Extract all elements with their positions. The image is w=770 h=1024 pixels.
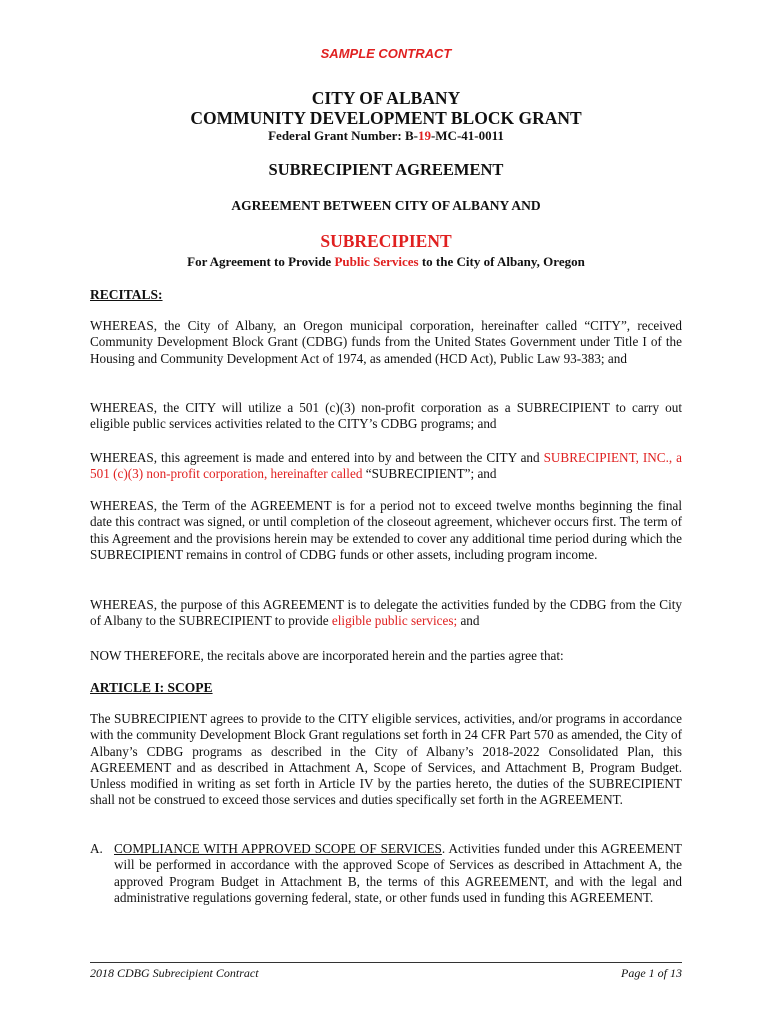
recital-3-text-b: “SUBRECIPIENT”; and [362, 466, 497, 482]
recital-paragraph-2: WHEREAS, the CITY will utilize a 501 (c)(3) non-profit corporation as a SUBRECIPIENT to carry out eligible public services activities related to the CITY’s CDBG programs; and [90, 400, 682, 432]
recital-paragraph-3 [90, 450, 682, 483]
for-prefix: For Agreement to Provide [187, 254, 335, 269]
program-title: COMMUNITY DEVELOPMENT BLOCK GRANT [190, 108, 582, 128]
item-a-title: COMPLIANCE WITH APPROVED SCOPE OF SERVICES [114, 841, 442, 856]
item-a-body [114, 841, 682, 906]
grant-number [90, 128, 682, 144]
recital-paragraph-4: WHEREAS, the Term of the AGREEMENT is for a period not to exceed twelve months beginning the final date this contract was signed, or until completion of the closeout agreement, whichever occurs first. The term of this Agreement and the provisions herein may be extended to cover any additional time period during which the SUBRECIPIENT remains in control of CDBG funds or other assets, including program income. [90, 498, 682, 562]
item-a-label: A. [90, 841, 103, 856]
recital-paragraph-5 [90, 597, 682, 630]
article-1-item-a [90, 841, 682, 906]
for-service: Public Services [334, 254, 419, 269]
city-title: CITY OF ALBANY [311, 88, 461, 108]
footer-divider [90, 962, 682, 963]
for-suffix: to the City of Albany, Oregon [418, 254, 585, 269]
recital-5-text-a: WHEREAS, the purpose of this AGREEMENT is to delegate the activities funded by the CDBG from the City of Albany to the SUBRECIPIENT to provide [90, 597, 682, 629]
for-agreement-line [90, 254, 682, 270]
grant-year: 19 [417, 128, 431, 143]
recitals-heading: RECITALS: [90, 287, 163, 302]
item-a-text: . Activities funded under this AGREEMENT will be performed in accordance with the approved Scope of Services as described in Attachment A, the approved Program Budget in Attachment B, the terms of this AGREEMENT, and with the legal and administrative regulations governing federal, state, or other funds used in funding this AGREEMENT. [114, 841, 682, 905]
footer-document-title: 2018 CDBG Subrecipient Contract [90, 966, 259, 980]
recital-3-text-a: WHEREAS, this agreement is made and entered into by and between the CITY and [90, 450, 544, 465]
agreement-title: SUBRECIPIENT AGREEMENT [268, 160, 504, 179]
recital-paragraph-6: NOW THEREFORE, the recitals above are incorporated herein and the parties agree that: [90, 648, 564, 663]
between-line: AGREEMENT BETWEEN CITY OF ALBANY AND [231, 198, 541, 213]
article-1-heading: ARTICLE I: SCOPE [90, 680, 213, 695]
recital-5-text-b: and [457, 613, 480, 629]
subrecipient-title: SUBRECIPIENT [320, 231, 452, 251]
sample-contract-label: SAMPLE CONTRACT [320, 46, 452, 61]
document-page [90, 0, 682, 1024]
footer-page-number: Page 1 of 13 [621, 966, 682, 980]
recital-3-subrecipient: SUBRECIPIENT, INC., a 501 (c)(3) non-profit corporation, hereinafter called [90, 450, 683, 482]
article-1-paragraph: The SUBRECIPIENT agrees to provide to the CITY eligible services, activities, and/or programs in accordance with the community Development Block Grant regulations set forth in 24 CFR Part 570 as amended, the City of Albany’s CDBG programs as described in the City of Albany’s 2018-2022 Consolidated Plan, this AGREEMENT and as described in Attachment A, Scope of Services, and Attachment B, Program Budget. Unless modified in writing as set forth in Article IV by the parties hereto, the duties of the SUBRECIPIENT shall not be construed to exceed those services and duties specifically set forth in the AGREEMENT. [90, 711, 682, 808]
recital-5-services: eligible public services; [331, 613, 458, 629]
recital-paragraph-1: WHEREAS, the City of Albany, an Oregon municipal corporation, hereinafter called “CITY”, received Community Development Block Grant (CDBG) funds from the United States Government under Title I of the Housing and Community Development Act of 1974, as amended (HCD Act), Public Law 93-383; and [90, 318, 682, 366]
grant-prefix: Federal Grant Number: B- [268, 128, 418, 143]
grant-suffix: -MC-41-0011 [430, 128, 504, 143]
